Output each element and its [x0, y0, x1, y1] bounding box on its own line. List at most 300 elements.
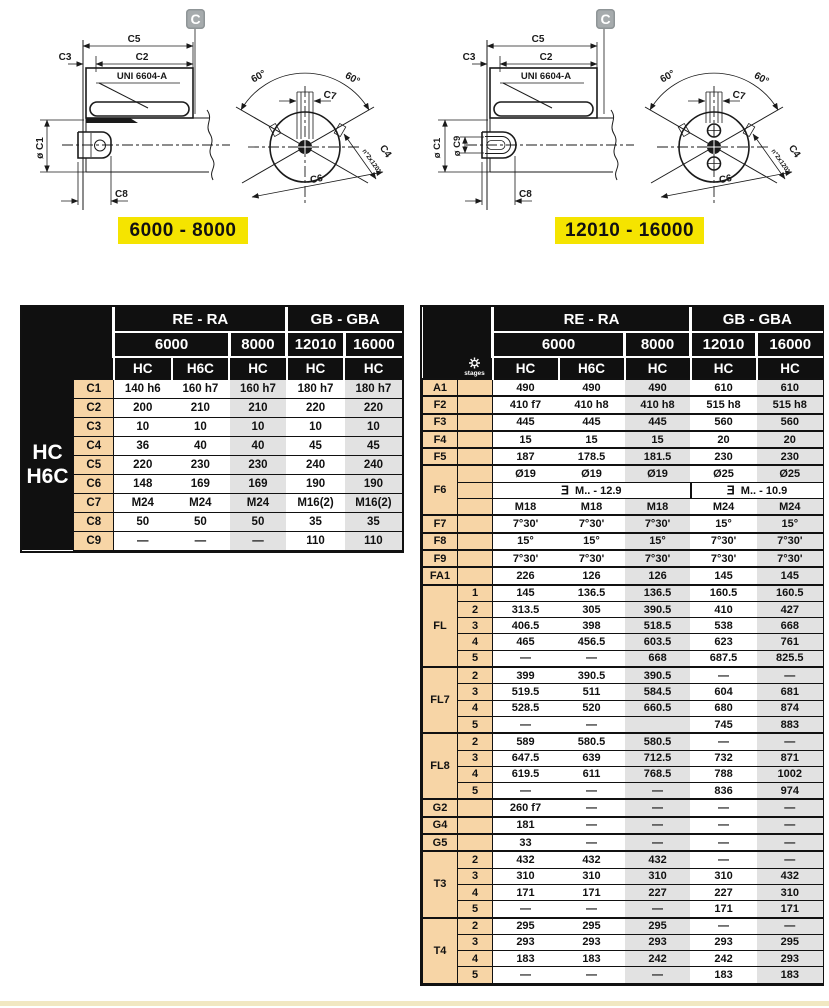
value-cell: 611: [559, 766, 625, 782]
row-label: T4: [423, 918, 458, 984]
value-cell: 210: [229, 398, 287, 417]
value-cell: 50: [114, 512, 172, 531]
side-view: [432, 26, 634, 210]
value-cell: 110: [287, 531, 345, 550]
table-row: [423, 585, 823, 602]
value-cell: 145: [691, 567, 757, 584]
row-label: C7: [74, 493, 114, 512]
value-cell: —: [114, 531, 172, 550]
value-cell: —: [559, 783, 625, 800]
value-cell: 745: [691, 716, 757, 733]
header-size-6000: 6000: [493, 332, 625, 357]
stage-cell: [458, 414, 493, 431]
header-corner: [423, 307, 493, 357]
value-cell: 15°: [625, 533, 691, 550]
header-variant: HC: [757, 357, 823, 379]
header-variant: HC: [625, 357, 691, 379]
table-row: [423, 934, 823, 950]
header-variant: HC: [229, 357, 287, 379]
value-cell: 293: [493, 934, 559, 950]
stage-cell: [458, 533, 493, 550]
end-view: [645, 68, 802, 204]
header-variant: HC: [344, 357, 402, 379]
stage-cell: 4: [458, 951, 493, 967]
header-size-16000: 16000: [344, 332, 402, 357]
value-cell: 160 h7: [229, 379, 287, 398]
value-cell: —: [757, 733, 823, 750]
bolt-class-text: M.. - 12.9: [575, 485, 622, 498]
value-cell: 36: [114, 436, 172, 455]
bolt-icon: Ǝ: [561, 482, 570, 499]
bolt-class-cell: [493, 482, 691, 498]
stage-cell: 4: [458, 884, 493, 900]
value-cell: 230: [172, 455, 230, 474]
page-bottom-strip: [0, 1001, 829, 1006]
value-cell: 7°30': [493, 515, 559, 532]
stage-cell: 3: [458, 750, 493, 766]
value-cell: 7°30': [757, 550, 823, 567]
value-cell: 210: [172, 398, 230, 417]
value-cell: 427: [757, 601, 823, 617]
dim-label-c5: C5: [127, 34, 141, 45]
row-label: T3: [423, 851, 458, 917]
value-cell: 432: [625, 851, 691, 868]
value-cell: Ø19: [559, 465, 625, 482]
row-label: F3: [423, 414, 458, 431]
table-row: [423, 901, 823, 918]
row-label: F5: [423, 448, 458, 465]
header-series-re-ra: RE - RA: [114, 307, 287, 332]
row-label: FL8: [423, 733, 458, 799]
value-cell: 183: [559, 951, 625, 967]
table-row: [423, 601, 823, 617]
value-cell: 227: [625, 884, 691, 900]
header-size-12010: 12010: [287, 332, 345, 357]
dim-label-c3: C3: [462, 52, 476, 63]
value-cell: 580.5: [625, 733, 691, 750]
stage-cell: 2: [458, 918, 493, 935]
table-row: [423, 396, 823, 413]
value-cell: —: [559, 716, 625, 733]
table-row: [423, 515, 823, 532]
dim-label-c3: C3: [58, 52, 72, 63]
value-cell: Ø19: [625, 465, 691, 482]
value-cell: 226: [493, 567, 559, 584]
header-size-6000: 6000: [114, 332, 229, 357]
value-cell: 874: [757, 700, 823, 716]
header-corner: [22, 307, 114, 357]
value-cell: 40: [172, 436, 230, 455]
stage-cell: [458, 465, 493, 482]
stage-cell: 5: [458, 967, 493, 983]
value-cell: 148: [114, 474, 172, 493]
value-cell: —: [757, 918, 823, 935]
value-cell: —: [691, 918, 757, 935]
header-series-re-ra: RE - RA: [493, 307, 691, 332]
value-cell: 732: [691, 750, 757, 766]
value-cell: 293: [691, 934, 757, 950]
value-cell: Ø25: [757, 465, 823, 482]
value-cell: 136.5: [625, 585, 691, 602]
value-cell: 15: [493, 431, 559, 448]
table-row: [423, 918, 823, 935]
table-row: [423, 431, 823, 448]
value-cell: 390.5: [625, 601, 691, 617]
value-cell: 604: [691, 684, 757, 700]
value-cell: 7°30': [625, 515, 691, 532]
value-cell: 490: [625, 379, 691, 396]
value-cell: 136.5: [559, 585, 625, 602]
value-cell: —: [559, 817, 625, 834]
table-row: [22, 417, 402, 436]
value-cell: —: [625, 783, 691, 800]
value-cell: 639: [559, 750, 625, 766]
row-label: C1: [74, 379, 114, 398]
value-cell: [625, 716, 691, 733]
value-cell: 610: [691, 379, 757, 396]
technical-drawing-6000-8000: [20, 6, 425, 214]
value-cell: 520: [559, 700, 625, 716]
header-series-gb-gba: GB - GBA: [287, 307, 402, 332]
value-cell: 227: [691, 884, 757, 900]
header-size-12010: 12010: [691, 332, 757, 357]
value-cell: 242: [625, 951, 691, 967]
value-cell: 295: [559, 918, 625, 935]
value-cell: 183: [493, 951, 559, 967]
value-cell: 187: [493, 448, 559, 465]
value-cell: 668: [757, 618, 823, 634]
value-cell: 465: [493, 634, 559, 650]
value-cell: 178.5: [559, 448, 625, 465]
keyway-standard-label: UNI 6604-A: [520, 71, 572, 82]
table-row: [423, 667, 823, 684]
value-cell: 584.5: [625, 684, 691, 700]
stage-cell: 1: [458, 585, 493, 602]
value-cell: 126: [559, 567, 625, 584]
value-cell: 15°: [757, 515, 823, 532]
value-cell: 50: [172, 512, 230, 531]
table-row: [423, 750, 823, 766]
table-row: [423, 499, 823, 516]
table-row: [22, 379, 402, 398]
value-cell: 589: [493, 733, 559, 750]
value-cell: —: [559, 650, 625, 667]
value-cell: 181.5: [625, 448, 691, 465]
dim-label-holes: n°2x120°: [360, 147, 382, 175]
stage-cell: 5: [458, 783, 493, 800]
dim-label-c8: C8: [115, 189, 128, 200]
table-row: [423, 817, 823, 834]
table-row: [423, 967, 823, 983]
value-cell: 668: [625, 650, 691, 667]
table-row: [423, 868, 823, 884]
row-label: C6: [74, 474, 114, 493]
row-label: FL7: [423, 667, 458, 733]
value-cell: 180 h7: [344, 379, 402, 398]
dim-label-c2: C2: [539, 52, 553, 63]
value-cell: 445: [625, 414, 691, 431]
table-row: [423, 766, 823, 782]
value-cell: 293: [757, 951, 823, 967]
table-row: [22, 307, 402, 332]
value-cell: 410 h8: [559, 396, 625, 413]
table-row: [423, 650, 823, 667]
value-cell: 10: [114, 417, 172, 436]
value-cell: —: [172, 531, 230, 550]
value-cell: 126: [625, 567, 691, 584]
value-cell: 40: [229, 436, 287, 455]
table-row: [423, 379, 823, 396]
table-row: [423, 448, 823, 465]
row-label: G5: [423, 834, 458, 851]
header-variant: HC: [691, 357, 757, 379]
dim-label-c1: ø C1: [35, 137, 46, 159]
value-cell: M24: [172, 493, 230, 512]
stage-cell: 4: [458, 634, 493, 650]
value-cell: M24: [691, 499, 757, 516]
table-row: [423, 951, 823, 967]
table-row: [423, 357, 823, 379]
row-label: FL: [423, 585, 458, 667]
dim-label-c2: C2: [135, 52, 149, 63]
side-label-line: H6C: [26, 464, 69, 488]
table-row: [22, 436, 402, 455]
dim-label-c5: C5: [531, 34, 545, 45]
value-cell: —: [757, 667, 823, 684]
value-cell: M18: [493, 499, 559, 516]
value-cell: 788: [691, 766, 757, 782]
value-cell: —: [691, 851, 757, 868]
value-cell: —: [625, 967, 691, 983]
value-cell: —: [625, 817, 691, 834]
value-cell: 528.5: [493, 700, 559, 716]
value-cell: —: [691, 799, 757, 816]
value-cell: 761: [757, 634, 823, 650]
table-row: [22, 455, 402, 474]
value-cell: 647.5: [493, 750, 559, 766]
header-size-8000: 8000: [625, 332, 691, 357]
row-label: C9: [74, 531, 114, 550]
dim-label-c1: ø C1: [432, 137, 443, 159]
value-cell: 390.5: [559, 667, 625, 684]
value-cell: M16(2): [287, 493, 345, 512]
value-cell: 15: [559, 431, 625, 448]
table-row: [423, 465, 823, 482]
table-row: [423, 567, 823, 584]
value-cell: 399: [493, 667, 559, 684]
stage-cell: [458, 550, 493, 567]
value-cell: 145: [493, 585, 559, 602]
value-cell: M24: [114, 493, 172, 512]
stage-cell: [458, 396, 493, 413]
value-cell: 240: [287, 455, 345, 474]
value-cell: —: [559, 967, 625, 983]
table-row: [423, 550, 823, 567]
value-cell: 560: [757, 414, 823, 431]
row-label: C4: [74, 436, 114, 455]
value-cell: 313.5: [493, 601, 559, 617]
table-row: [423, 307, 823, 332]
dim-label-c4: C4: [376, 143, 394, 160]
value-cell: —: [559, 799, 625, 816]
value-cell: 220: [287, 398, 345, 417]
value-cell: 242: [691, 951, 757, 967]
value-cell: 660.5: [625, 700, 691, 716]
value-cell: 623: [691, 634, 757, 650]
value-cell: 836: [691, 783, 757, 800]
value-cell: —: [757, 817, 823, 834]
gear-icon: [468, 357, 481, 369]
value-cell: Ø19: [493, 465, 559, 482]
value-cell: 190: [287, 474, 345, 493]
row-label: F4: [423, 431, 458, 448]
table-row: [423, 700, 823, 716]
value-cell: —: [757, 799, 823, 816]
side-view: [35, 26, 230, 210]
value-cell: M24: [757, 499, 823, 516]
value-cell: 310: [691, 868, 757, 884]
value-cell: 410: [691, 601, 757, 617]
stages-label: stages: [464, 370, 485, 378]
section-badge: C: [596, 9, 615, 29]
table-row: [423, 414, 823, 431]
value-cell: 169: [172, 474, 230, 493]
value-cell: 260 f7: [493, 799, 559, 816]
header-size-16000: 16000: [757, 332, 823, 357]
stage-cell: 2: [458, 733, 493, 750]
value-cell: 490: [559, 379, 625, 396]
value-cell: 432: [559, 851, 625, 868]
drawing-caption-6000-8000: 6000 - 8000: [118, 217, 248, 244]
value-cell: 20: [757, 431, 823, 448]
stage-cell: 3: [458, 868, 493, 884]
row-label: G2: [423, 799, 458, 816]
value-cell: 390.5: [625, 667, 691, 684]
row-label: C3: [74, 417, 114, 436]
value-cell: 293: [559, 934, 625, 950]
row-label: F2: [423, 396, 458, 413]
table-row: [22, 493, 402, 512]
table-row: [423, 799, 823, 816]
value-cell: 10: [287, 417, 345, 436]
value-cell: 295: [493, 918, 559, 935]
row-label: G4: [423, 817, 458, 834]
table-row: [423, 533, 823, 550]
value-cell: M16(2): [344, 493, 402, 512]
stage-cell: 2: [458, 601, 493, 617]
drawing-group-12010-16000: [424, 6, 829, 258]
value-cell: 183: [757, 967, 823, 983]
value-cell: —: [625, 834, 691, 851]
value-cell: M18: [625, 499, 691, 516]
header-variant: HC: [493, 357, 559, 379]
value-cell: 50: [229, 512, 287, 531]
value-cell: —: [691, 667, 757, 684]
stage-cell: 5: [458, 650, 493, 667]
value-cell: 171: [757, 901, 823, 918]
value-cell: 171: [559, 884, 625, 900]
flange-dimension-table: [420, 305, 824, 986]
stage-cell: [458, 817, 493, 834]
value-cell: 445: [493, 414, 559, 431]
value-cell: 398: [559, 618, 625, 634]
dim-label-60deg-right: 60°: [342, 70, 362, 88]
value-cell: 518.5: [625, 618, 691, 634]
row-label: F7: [423, 515, 458, 532]
value-cell: 10: [229, 417, 287, 436]
value-cell: 230: [229, 455, 287, 474]
section-badge: C: [186, 9, 205, 29]
value-cell: —: [625, 901, 691, 918]
value-cell: —: [691, 817, 757, 834]
value-cell: 7°30': [757, 533, 823, 550]
value-cell: 410 h8: [625, 396, 691, 413]
value-cell: 183: [691, 967, 757, 983]
value-cell: 883: [757, 716, 823, 733]
value-cell: 7°30': [691, 550, 757, 567]
value-cell: 171: [691, 901, 757, 918]
value-cell: 33: [493, 834, 559, 851]
value-cell: —: [229, 531, 287, 550]
side-label-line: HC: [32, 440, 63, 464]
value-cell: 15°: [559, 533, 625, 550]
row-label: FA1: [423, 567, 458, 584]
header-series-gb-gba: GB - GBA: [691, 307, 823, 332]
value-cell: —: [493, 901, 559, 918]
dim-label-c6: C6: [718, 172, 733, 187]
value-cell: 180 h7: [287, 379, 345, 398]
row-label: F8: [423, 533, 458, 550]
keyway-standard-label: UNI 6604-A: [116, 71, 168, 82]
stage-cell: [458, 834, 493, 851]
table-row: [22, 398, 402, 417]
side-label-hc-h6c: [22, 379, 74, 550]
stage-cell: [458, 379, 493, 396]
value-cell: 538: [691, 618, 757, 634]
value-cell: M18: [559, 499, 625, 516]
value-cell: —: [493, 967, 559, 983]
value-cell: 295: [757, 934, 823, 950]
stage-cell: [458, 448, 493, 465]
value-cell: 240: [344, 455, 402, 474]
technical-drawing-12010-16000: [424, 6, 829, 214]
value-cell: —: [691, 733, 757, 750]
table-row: [423, 783, 823, 800]
value-cell: 974: [757, 783, 823, 800]
value-cell: 45: [344, 436, 402, 455]
value-cell: M24: [229, 493, 287, 512]
table-row: [423, 618, 823, 634]
value-cell: 310: [559, 868, 625, 884]
dim-label-c6: C6: [309, 172, 324, 187]
value-cell: —: [559, 901, 625, 918]
value-cell: 406.5: [493, 618, 559, 634]
value-cell: 432: [493, 851, 559, 868]
value-cell: Ø25: [691, 465, 757, 482]
stage-cell: [458, 431, 493, 448]
value-cell: 445: [559, 414, 625, 431]
stage-cell: 3: [458, 934, 493, 950]
value-cell: 10: [172, 417, 230, 436]
value-cell: —: [691, 834, 757, 851]
dim-label-60deg-right: 60°: [751, 70, 771, 88]
value-cell: —: [493, 783, 559, 800]
end-view: [236, 68, 393, 204]
stage-cell: 2: [458, 851, 493, 868]
stage-cell: 5: [458, 901, 493, 918]
dim-label-holes: n°2x120°: [769, 147, 791, 175]
drawing-group-6000-8000: [20, 6, 425, 258]
